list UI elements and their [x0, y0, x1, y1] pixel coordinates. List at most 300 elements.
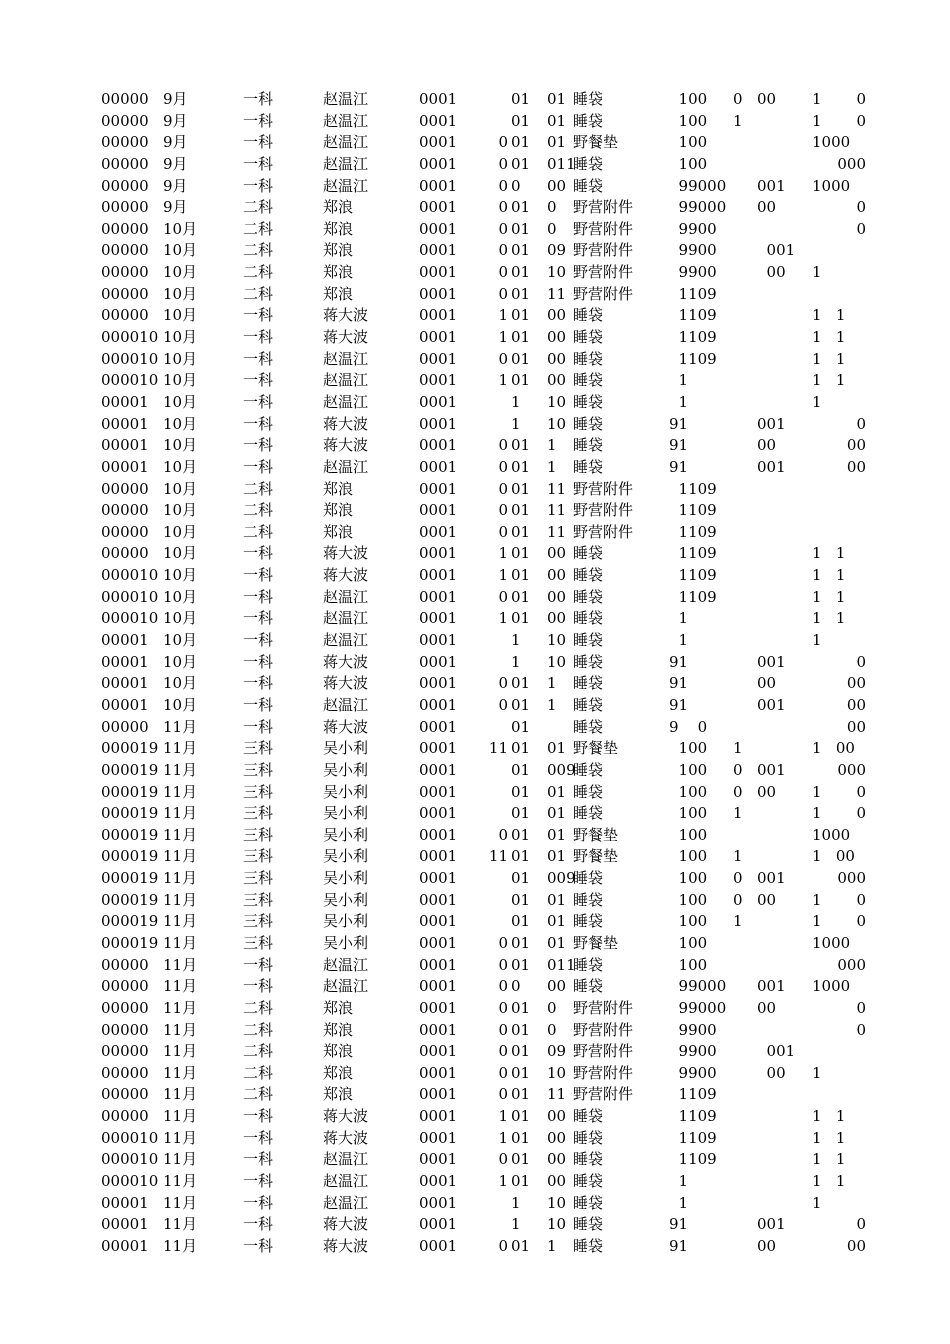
table-row	[0, 240, 950, 262]
cell-amount: 1109	[669, 349, 717, 368]
table-row	[0, 1041, 950, 1063]
cell-department: 一科	[243, 306, 274, 325]
cell-employee-name: 吴小利	[323, 869, 369, 888]
cell-amount: 99000	[669, 998, 727, 1017]
cell-department: 一科	[243, 392, 274, 411]
cell-product: 睡袋	[573, 111, 604, 130]
cell-qty-a: 0	[498, 522, 508, 541]
cell-code: 0001	[419, 847, 458, 866]
cell-amount: 100	[669, 782, 708, 801]
cell-employee-name: 蒋大波	[323, 566, 369, 585]
cell-product: 睡袋	[573, 674, 604, 693]
cell-remainder: 00	[846, 695, 866, 714]
cell-qty-b: 01	[511, 998, 531, 1017]
spreadsheet-table	[0, 89, 950, 1258]
cell-department: 二科	[243, 219, 274, 238]
cell-code: 0001	[419, 1128, 458, 1147]
cell-code: 0001	[419, 90, 458, 108]
cell-amount: 100	[669, 912, 708, 931]
table-row	[0, 976, 950, 998]
table-row	[0, 673, 950, 695]
cell-qty-c: 00	[547, 587, 567, 606]
cell-qty-b: 1	[511, 392, 521, 411]
cell-qty-c: 009	[547, 869, 576, 888]
cell-amount: 91	[669, 436, 689, 455]
cell-qty-a: 0	[498, 436, 508, 455]
cell-qty-a: 0	[498, 198, 508, 217]
cell-amount: 9900	[669, 241, 717, 260]
cell-month: 11月	[163, 739, 198, 758]
cell-record-id: 00000	[101, 111, 149, 130]
cell-sub-code: 001	[757, 695, 786, 714]
cell-amount: 91	[669, 695, 689, 714]
cell-month: 11月	[163, 717, 198, 736]
cell-code: 0001	[419, 825, 458, 844]
cell-qty-a: 0	[498, 133, 508, 152]
cell-qty-b: 01	[511, 284, 531, 303]
cell-qty-c: 00	[547, 1128, 567, 1147]
cell-qty-c: 01	[547, 133, 567, 152]
cell-amount: 1	[669, 631, 689, 650]
cell-qty-a: 1	[498, 566, 508, 585]
cell-remainder: 00	[846, 717, 866, 736]
cell-qty-b: 01	[511, 479, 531, 498]
cell-product: 野营附件	[573, 241, 634, 260]
cell-record-id: 000019	[101, 933, 159, 952]
cell-sub-code: 00	[757, 674, 777, 693]
cell-amount: 91	[669, 457, 689, 476]
cell-month: 11月	[163, 869, 198, 888]
cell-total: 1	[812, 912, 822, 931]
cell-qty-c: 11	[547, 284, 567, 303]
cell-qty-b: 01	[511, 154, 531, 173]
cell-qty-b: 01	[511, 349, 531, 368]
table-row	[0, 825, 950, 847]
cell-record-id: 00001	[101, 1215, 149, 1234]
cell-remainder: 0	[856, 804, 866, 823]
cell-code: 0001	[419, 219, 458, 238]
cell-qty-c: 01	[547, 782, 567, 801]
cell-department: 三科	[243, 890, 274, 909]
cell-qty-c: 09	[547, 1042, 567, 1061]
cell-code: 0001	[419, 782, 458, 801]
cell-qty-b: 01	[511, 263, 531, 282]
cell-total: 1 1	[812, 1128, 846, 1147]
cell-product: 睡袋	[573, 631, 604, 650]
cell-department: 一科	[243, 90, 274, 108]
cell-qty-a: 1	[498, 609, 508, 628]
cell-qty-a: 1	[498, 328, 508, 347]
cell-qty-b: 01	[511, 847, 531, 866]
cell-qty-b: 01	[511, 90, 531, 108]
cell-qty-b: 01	[511, 1128, 531, 1147]
table-row	[0, 327, 950, 349]
cell-product: 睡袋	[573, 371, 604, 390]
cell-month: 11月	[163, 1063, 198, 1082]
cell-sub-code: 00	[757, 890, 777, 909]
cell-sub-code: 001	[757, 652, 786, 671]
cell-employee-name: 赵温江	[323, 457, 369, 476]
cell-department: 一科	[243, 1193, 274, 1212]
cell-amount: 99000	[669, 977, 727, 996]
cell-qty-b: 01	[511, 111, 531, 130]
cell-remainder: 0	[856, 219, 866, 238]
cell-month: 11月	[163, 1042, 198, 1061]
cell-amount: 100	[669, 111, 708, 130]
cell-code: 0001	[419, 544, 458, 563]
cell-department: 一科	[243, 457, 274, 476]
cell-qty-c: 00	[547, 566, 567, 585]
table-row	[0, 933, 950, 955]
cell-qty-c: 10	[547, 1063, 567, 1082]
cell-product: 睡袋	[573, 90, 604, 108]
cell-qty-b: 1	[511, 1215, 521, 1234]
cell-qty-c: 011	[547, 955, 576, 974]
cell-product: 野营附件	[573, 998, 634, 1017]
cell-qty-c: 00	[547, 371, 567, 390]
cell-employee-name: 赵温江	[323, 609, 369, 628]
cell-month: 9月	[163, 176, 188, 195]
cell-qty-b: 1	[511, 1193, 521, 1212]
cell-department: 二科	[243, 501, 274, 520]
cell-department: 一科	[243, 436, 274, 455]
cell-qty-b: 01	[511, 1085, 531, 1104]
cell-qty-c: 10	[547, 631, 567, 650]
cell-month: 11月	[163, 912, 198, 931]
cell-qty-b: 01	[511, 198, 531, 217]
cell-product: 野营附件	[573, 1063, 634, 1082]
cell-record-id: 00000	[101, 1063, 149, 1082]
table-row	[0, 262, 950, 284]
cell-department: 二科	[243, 1042, 274, 1061]
cell-record-id: 00000	[101, 1042, 149, 1061]
table-row	[0, 284, 950, 306]
cell-month: 10月	[163, 219, 198, 238]
cell-sub-code: 00	[757, 782, 777, 801]
cell-code: 0001	[419, 1063, 458, 1082]
cell-employee-name: 蒋大波	[323, 1236, 369, 1255]
cell-sub-code: 001	[757, 414, 786, 433]
cell-code: 0001	[419, 198, 458, 217]
cell-department: 一科	[243, 371, 274, 390]
cell-department: 一科	[243, 544, 274, 563]
cell-employee-name: 蒋大波	[323, 674, 369, 693]
cell-employee-name: 郑浪	[323, 522, 354, 541]
cell-amount: 1109	[669, 522, 717, 541]
cell-department: 一科	[243, 674, 274, 693]
cell-amount: 1109	[669, 1085, 717, 1104]
cell-employee-name: 吴小利	[323, 825, 369, 844]
cell-flag: 0	[733, 869, 743, 888]
cell-employee-name: 蒋大波	[323, 717, 369, 736]
cell-total: 1	[812, 392, 822, 411]
cell-qty-b: 01	[511, 566, 531, 585]
cell-code: 0001	[419, 284, 458, 303]
cell-qty-b: 01	[511, 933, 531, 952]
cell-department: 一科	[243, 695, 274, 714]
cell-amount: 100	[669, 955, 708, 974]
cell-code: 0001	[419, 457, 458, 476]
cell-employee-name: 吴小利	[323, 760, 369, 779]
cell-department: 一科	[243, 349, 274, 368]
cell-code: 0001	[419, 977, 458, 996]
cell-month: 11月	[163, 1085, 198, 1104]
cell-total: 1	[812, 263, 822, 282]
cell-code: 0001	[419, 890, 458, 909]
cell-record-id: 00000	[101, 241, 149, 260]
cell-qty-b: 01	[511, 501, 531, 520]
cell-qty-b: 01	[511, 1042, 531, 1061]
cell-amount: 1109	[669, 1128, 717, 1147]
cell-employee-name: 吴小利	[323, 739, 369, 758]
cell-remainder: 000	[837, 760, 866, 779]
cell-amount: 100	[669, 133, 708, 152]
cell-qty-c: 11	[547, 522, 567, 541]
table-row	[0, 349, 950, 371]
table-row	[0, 1171, 950, 1193]
cell-amount: 9900	[669, 1063, 717, 1082]
cell-sub-code: 00	[757, 198, 777, 217]
cell-month: 11月	[163, 933, 198, 952]
cell-amount: 1109	[669, 501, 717, 520]
cell-product: 睡袋	[573, 1236, 604, 1255]
cell-qty-a: 0	[498, 825, 508, 844]
table-row	[0, 803, 950, 825]
cell-month: 10月	[163, 284, 198, 303]
cell-qty-a: 0	[498, 695, 508, 714]
cell-flag: 1	[733, 111, 743, 130]
cell-product: 睡袋	[573, 782, 604, 801]
cell-department: 一科	[243, 1107, 274, 1126]
cell-total: 1	[812, 90, 822, 108]
cell-employee-name: 蒋大波	[323, 652, 369, 671]
cell-amount: 91	[669, 652, 689, 671]
table-row	[0, 305, 950, 327]
cell-product: 睡袋	[573, 912, 604, 931]
cell-employee-name: 蒋大波	[323, 328, 369, 347]
cell-amount: 1	[669, 392, 689, 411]
cell-record-id: 00001	[101, 1193, 149, 1212]
cell-product: 睡袋	[573, 1107, 604, 1126]
cell-department: 一科	[243, 1150, 274, 1169]
cell-remainder: 000	[837, 955, 866, 974]
cell-amount: 1	[669, 609, 689, 628]
cell-total: 1000	[812, 933, 851, 952]
cell-total: 1 1	[812, 306, 846, 325]
cell-qty-a: 0	[498, 1020, 508, 1039]
cell-month: 10月	[163, 631, 198, 650]
cell-amount: 100	[669, 933, 708, 952]
cell-product: 野营附件	[573, 1042, 634, 1061]
cell-remainder: 0	[856, 782, 866, 801]
cell-code: 0001	[419, 869, 458, 888]
cell-sub-code: 001	[757, 176, 786, 195]
cell-record-id: 00000	[101, 998, 149, 1017]
cell-qty-b: 1	[511, 414, 521, 433]
cell-month: 10月	[163, 349, 198, 368]
cell-employee-name: 郑浪	[323, 501, 354, 520]
table-row	[0, 695, 950, 717]
cell-product: 睡袋	[573, 176, 604, 195]
cell-code: 0001	[419, 1107, 458, 1126]
cell-sub-code: 00	[757, 90, 777, 108]
cell-qty-a: 0	[498, 219, 508, 238]
cell-code: 0001	[419, 1193, 458, 1212]
cell-code: 0001	[419, 349, 458, 368]
cell-month: 9月	[163, 154, 188, 173]
cell-qty-a: 0	[498, 349, 508, 368]
cell-month: 10月	[163, 414, 198, 433]
cell-qty-c: 01	[547, 804, 567, 823]
cell-employee-name: 吴小利	[323, 847, 369, 866]
cell-qty-c: 00	[547, 977, 567, 996]
cell-qty-c: 10	[547, 263, 567, 282]
cell-employee-name: 郑浪	[323, 479, 354, 498]
cell-qty-b: 01	[511, 544, 531, 563]
cell-record-id: 000019	[101, 890, 159, 909]
table-row	[0, 630, 950, 652]
cell-month: 10月	[163, 306, 198, 325]
cell-record-id: 00001	[101, 392, 149, 411]
cell-employee-name: 赵温江	[323, 133, 369, 152]
cell-qty-b: 01	[511, 717, 531, 736]
cell-total: 1000	[812, 133, 851, 152]
cell-department: 二科	[243, 1085, 274, 1104]
cell-remainder: 0	[856, 652, 866, 671]
cell-employee-name: 郑浪	[323, 1085, 354, 1104]
table-row	[0, 1236, 950, 1258]
cell-record-id: 00000	[101, 133, 149, 152]
cell-qty-a: 0	[498, 1042, 508, 1061]
cell-record-id: 00000	[101, 501, 149, 520]
cell-total: 1 1	[812, 544, 846, 563]
cell-sub-code: 00	[757, 263, 786, 282]
cell-month: 11月	[163, 998, 198, 1017]
cell-department: 一科	[243, 955, 274, 974]
cell-qty-a: 0	[498, 1150, 508, 1169]
cell-qty-a: 11	[488, 847, 508, 866]
cell-remainder: 0	[856, 1020, 866, 1039]
cell-amount: 1109	[669, 306, 717, 325]
cell-product: 野餐垫	[573, 825, 619, 844]
cell-department: 三科	[243, 804, 274, 823]
cell-month: 10月	[163, 328, 198, 347]
table-row	[0, 911, 950, 933]
cell-record-id: 000019	[101, 739, 159, 758]
table-row	[0, 652, 950, 674]
cell-qty-b: 01	[511, 1172, 531, 1191]
cell-total: 1 00	[812, 847, 855, 866]
cell-amount: 99000	[669, 176, 727, 195]
cell-qty-b: 01	[511, 912, 531, 931]
cell-employee-name: 蒋大波	[323, 544, 369, 563]
cell-total: 1 1	[812, 566, 846, 585]
cell-product: 野营附件	[573, 263, 634, 282]
table-row	[0, 89, 950, 111]
table-row	[0, 392, 950, 414]
cell-qty-a: 0	[498, 457, 508, 476]
cell-remainder: 0	[856, 912, 866, 931]
table-row	[0, 868, 950, 890]
cell-amount: 1	[669, 1193, 689, 1212]
cell-month: 11月	[163, 955, 198, 974]
cell-code: 0001	[419, 479, 458, 498]
cell-total: 1 1	[812, 1150, 846, 1169]
table-row	[0, 500, 950, 522]
cell-code: 0001	[419, 1215, 458, 1234]
cell-qty-b: 01	[511, 241, 531, 260]
cell-product: 野营附件	[573, 219, 634, 238]
cell-qty-b: 01	[511, 674, 531, 693]
cell-qty-b: 01	[511, 219, 531, 238]
cell-product: 睡袋	[573, 955, 604, 974]
cell-code: 0001	[419, 1172, 458, 1191]
cell-record-id: 00000	[101, 1020, 149, 1039]
cell-qty-c: 01	[547, 847, 567, 866]
cell-employee-name: 赵温江	[323, 1172, 369, 1191]
cell-qty-a: 0	[498, 1063, 508, 1082]
cell-employee-name: 蒋大波	[323, 1215, 369, 1234]
cell-amount: 9900	[669, 263, 717, 282]
cell-total: 1	[812, 111, 822, 130]
table-row	[0, 435, 950, 457]
cell-employee-name: 蒋大波	[323, 414, 369, 433]
cell-record-id: 00001	[101, 414, 149, 433]
cell-qty-c: 10	[547, 1193, 567, 1212]
cell-record-id: 00000	[101, 198, 149, 217]
cell-code: 0001	[419, 111, 458, 130]
cell-qty-a: 0	[498, 587, 508, 606]
cell-month: 10月	[163, 371, 198, 390]
cell-code: 0001	[419, 371, 458, 390]
cell-department: 二科	[243, 522, 274, 541]
cell-month: 11月	[163, 1128, 198, 1147]
cell-month: 11月	[163, 977, 198, 996]
cell-qty-b: 0	[511, 977, 521, 996]
cell-employee-name: 吴小利	[323, 804, 369, 823]
cell-qty-c: 10	[547, 414, 567, 433]
cell-product: 睡袋	[573, 1172, 604, 1191]
cell-product: 野营附件	[573, 479, 634, 498]
table-row	[0, 890, 950, 912]
table-row	[0, 197, 950, 219]
cell-record-id: 000010	[101, 349, 159, 368]
cell-month: 10月	[163, 522, 198, 541]
cell-qty-a: 0	[498, 674, 508, 693]
cell-qty-a: 0	[498, 1236, 508, 1255]
cell-amount: 1109	[669, 284, 717, 303]
cell-employee-name: 赵温江	[323, 977, 369, 996]
cell-product: 睡袋	[573, 1128, 604, 1147]
cell-code: 0001	[419, 652, 458, 671]
cell-department: 一科	[243, 977, 274, 996]
cell-qty-b: 0	[511, 176, 521, 195]
cell-qty-c: 1	[547, 1236, 557, 1255]
cell-month: 10月	[163, 263, 198, 282]
cell-code: 0001	[419, 912, 458, 931]
cell-employee-name: 郑浪	[323, 1063, 354, 1082]
cell-record-id: 000019	[101, 847, 159, 866]
cell-qty-c: 01	[547, 825, 567, 844]
cell-code: 0001	[419, 436, 458, 455]
cell-sub-code: 00	[757, 998, 777, 1017]
cell-record-id: 000019	[101, 760, 159, 779]
cell-employee-name: 赵温江	[323, 176, 369, 195]
cell-code: 0001	[419, 392, 458, 411]
cell-sub-code: 00	[757, 1063, 786, 1082]
table-row	[0, 479, 950, 501]
cell-month: 11月	[163, 1150, 198, 1169]
